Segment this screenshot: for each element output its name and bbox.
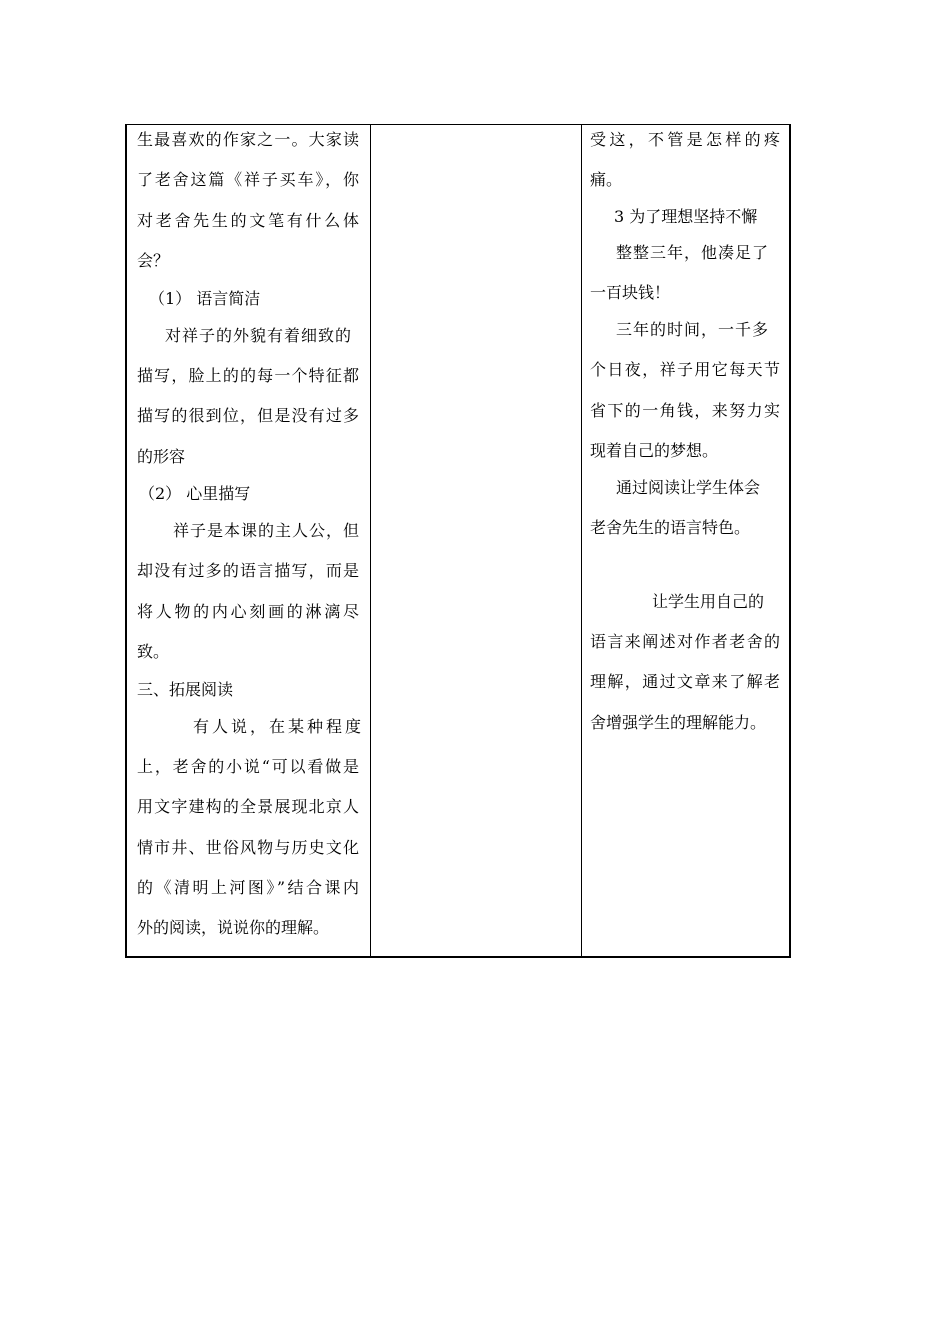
right-line: 三年的时间，一千多 (616, 320, 770, 339)
section-heading-extended-reading: 三、拓展阅读 (137, 680, 234, 699)
left-line: 的《清明上河图》”结合课内 (137, 878, 359, 897)
left-line: 对老舍先生的文笔有什么体 (137, 211, 359, 230)
right-line: 语言来阐述对作者老舍的 (590, 632, 780, 651)
right-line: 通过阅读让学生体会 (616, 478, 761, 497)
left-line: 上，老舍的小说“可以看做是 (137, 757, 359, 776)
left-line: 将人物的内心刻画的淋漓尽 (137, 602, 359, 621)
right-line: 现着自己的梦想。 (590, 441, 719, 460)
design-intent-column (582, 125, 789, 956)
right-line: 省下的一角钱，来努力实 (590, 401, 780, 420)
left-line: 外的阅读，说说你的理解。 (137, 918, 330, 937)
right-line: 舍增强学生的理解能力。 (590, 713, 767, 732)
content-column (127, 125, 371, 956)
right-line: 让学生用自己的 (652, 592, 765, 611)
lesson-table (125, 124, 791, 958)
right-line: 理解，通过文章来了解老 (590, 672, 780, 691)
left-line: 的形容 (137, 447, 186, 466)
subheading-perseverance: 3 为了理想坚持不懈 (614, 207, 758, 226)
subheading-psychology: （2） 心里描写 (139, 484, 251, 503)
left-line: 生最喜欢的作家之一。大家读 (137, 130, 359, 149)
right-line: 整整三年，他凑足了 (616, 243, 770, 262)
left-line: 祥子是本课的主人公，但 (173, 521, 361, 540)
right-line: 个日夜，祥子用它每天节 (590, 360, 780, 379)
left-line: 对祥子的外貌有着细致的 (165, 326, 353, 345)
left-line: 描写的很到位，但是没有过多 (137, 406, 359, 425)
subheading-language: （1） 语言简洁 (149, 289, 261, 308)
left-line: 了老舍这篇《祥子买车》，你 (137, 170, 359, 189)
left-line: 会？ (137, 251, 170, 270)
right-line: 痛。 (590, 170, 623, 189)
right-line: 老舍先生的语言特色。 (590, 518, 751, 537)
left-line: 却没有过多的语言描写，而是 (137, 561, 359, 580)
activity-column (371, 125, 582, 956)
left-line: 致。 (137, 642, 170, 661)
left-line: 用文字建构的全景展现北京人 (137, 797, 359, 816)
right-line: 受这，不管是怎样的疼 (590, 130, 780, 149)
left-line: 情市井、世俗风物与历史文化 (137, 838, 359, 857)
right-line: 一百块钱！ (590, 283, 671, 302)
left-line: 有人说，在某种程度 (193, 717, 365, 736)
left-line: 描写，脸上的的每一个特征都 (137, 366, 359, 385)
